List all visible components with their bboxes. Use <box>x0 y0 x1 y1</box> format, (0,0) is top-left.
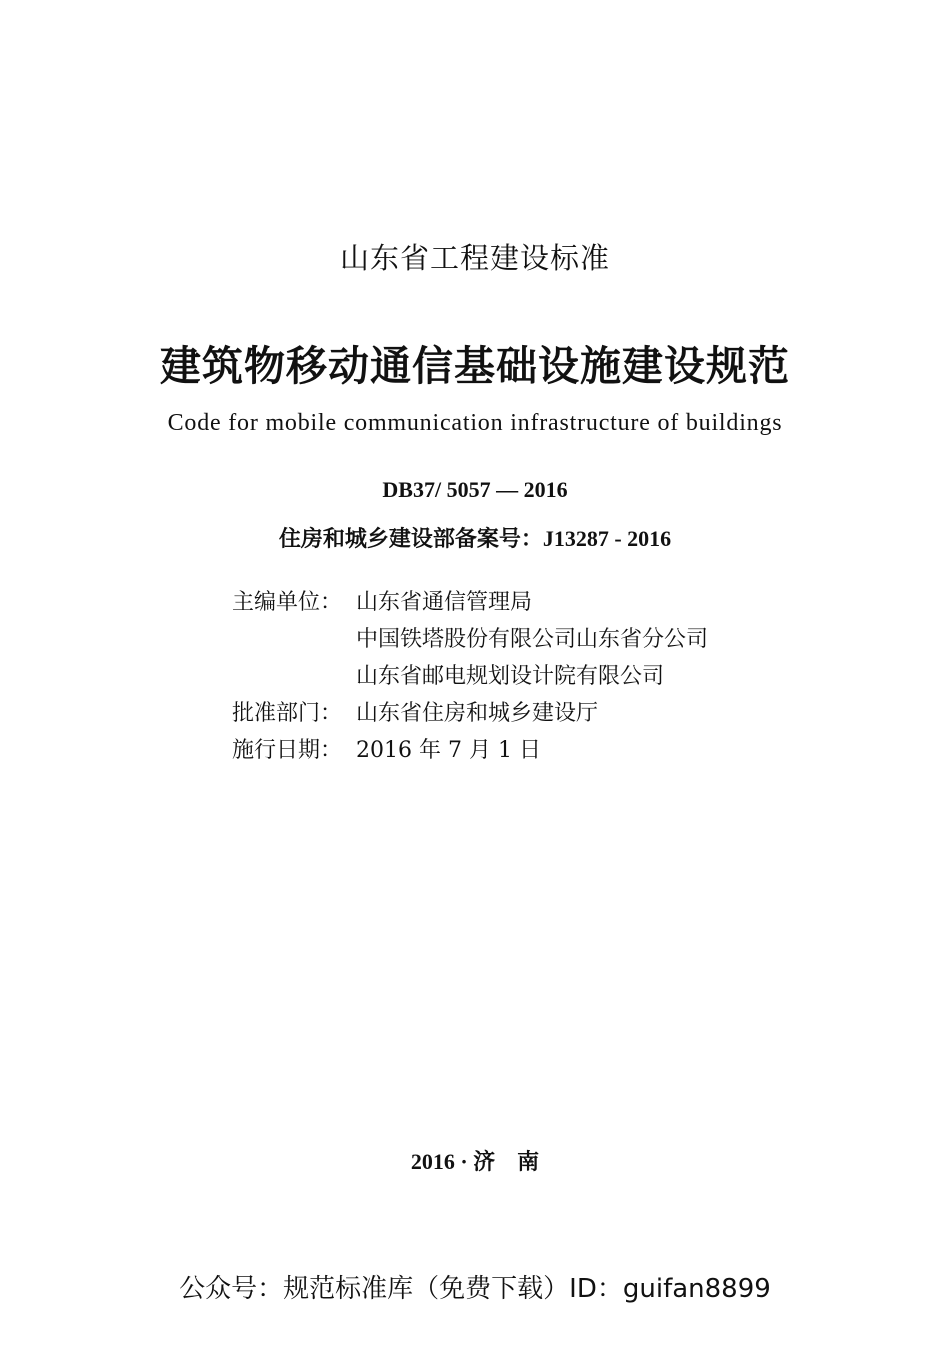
editor-unit: 山东省通信管理局 <box>356 590 533 615</box>
editor-row <box>232 662 664 692</box>
publication-year-place: 2016 · 济 南 <box>410 1149 540 1174</box>
editor-unit: 山东省邮电规划设计院有限公司 <box>356 664 665 689</box>
standard-code: DB37/ 5057 — 2016 <box>382 477 568 502</box>
filing-number: J13287 - 2016 <box>542 526 672 551</box>
filing-label: 住房和城乡建设部备案号： <box>278 527 543 552</box>
editor-row <box>232 625 708 655</box>
approver-row <box>232 699 598 729</box>
approver-label: 批准部门： <box>232 701 343 726</box>
approver-value: 山东省住房和城乡建设厅 <box>356 701 599 726</box>
standard-series-heading: 山东省工程建设标准 <box>339 241 610 275</box>
filing-number-line <box>0 522 950 553</box>
editor-row <box>232 588 532 618</box>
document-title-english: Code for mobile communication infrastructure of buildings <box>167 410 783 436</box>
effective-date-row <box>232 736 541 766</box>
document-title: 建筑物移动通信基础设施建设规范 <box>160 342 790 390</box>
footer-watermark-text: 公众号：规范标准库（免费下载）ID：guifan8899 <box>179 1274 771 1304</box>
effective-date-label: 施行日期： <box>232 738 343 763</box>
editor-label: 主编单位： <box>232 590 343 615</box>
effective-date-value: 2016 年 7 月 1 日 <box>356 738 541 763</box>
editor-unit: 中国铁塔股份有限公司山东省分公司 <box>356 627 709 652</box>
